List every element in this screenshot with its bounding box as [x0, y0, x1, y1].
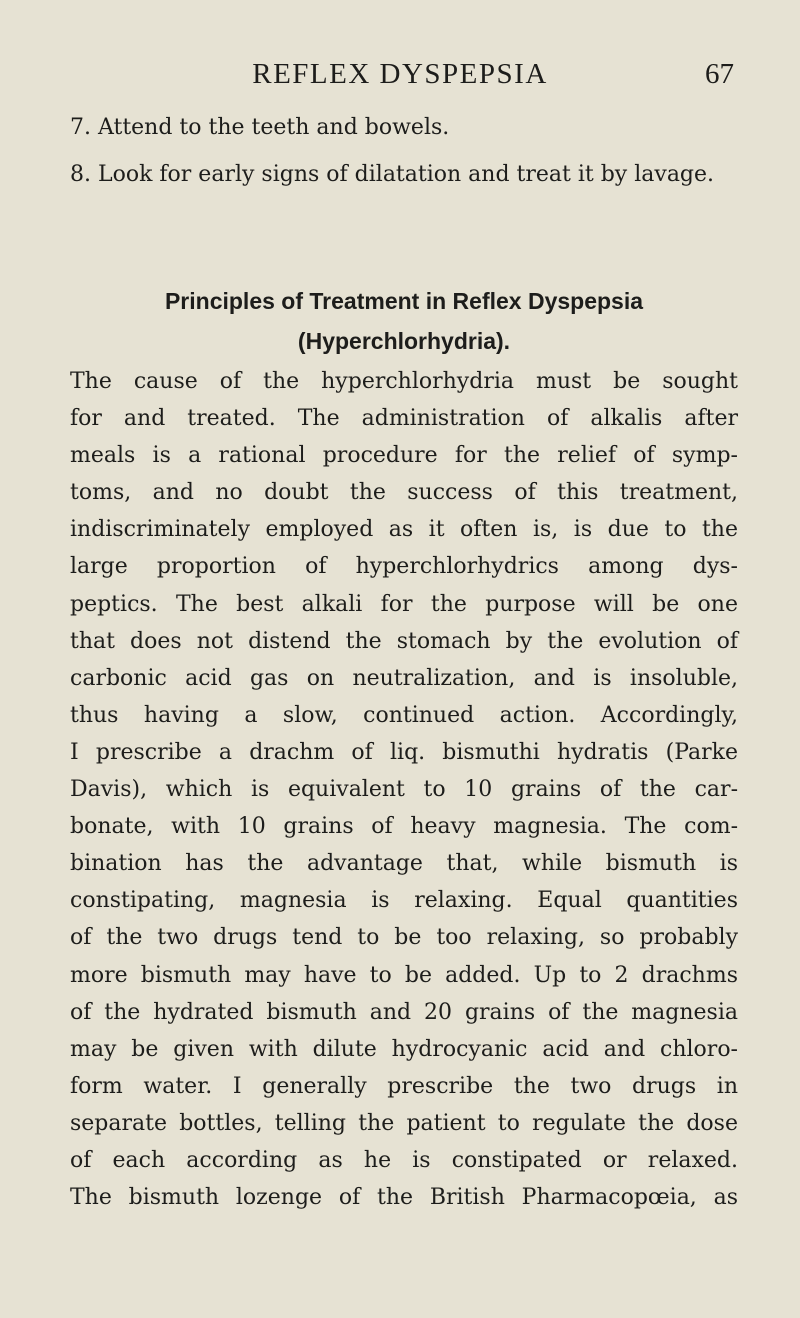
paragraph-line: peptics. The best alkali for the purpose will be one	[70, 591, 738, 617]
paragraph-line: that does not distend the stomach by the evolution of	[70, 628, 738, 654]
paragraph-line: indiscriminately employed as it often is, is due to the	[70, 517, 738, 543]
paragraph-line: for and treated. The administration of alkalis after	[70, 406, 738, 432]
paragraph-line: toms, and no doubt the success of this treatment,	[70, 480, 738, 506]
paragraph-line: bonate, with 10 grains of heavy magnesia. The com-	[70, 814, 738, 840]
paragraph-line: The bismuth lozenge of the British Pharmacopœia, as	[70, 1185, 738, 1211]
page-header	[0, 58, 800, 98]
paragraph-line: large proportion of hyperchlorhydrics among dys-	[70, 554, 738, 580]
paragraph-line: separate bottles, telling the patient to regulate the dose	[70, 1110, 738, 1136]
body-paragraph	[70, 363, 738, 1216]
list-item-7: 7. Attend to the teeth and bowels.	[70, 115, 450, 140]
paragraph-line: The cause of the hyperchlorhydria must be sought	[70, 369, 738, 394]
section-heading-line-2: (Hyperchlorhydria).	[297, 328, 511, 354]
list-item-8: 8. Look for early signs of dilatation and treat it by lavage.	[70, 162, 715, 187]
paragraph-line: thus having a slow, continued action. Accordingly,	[70, 702, 738, 728]
paragraph-line: of each according as he is constipated or relaxed.	[70, 1147, 738, 1173]
paragraph-line: of the two drugs tend to be too relaxing, so probably	[70, 925, 738, 951]
section-heading	[70, 281, 738, 361]
paragraph-line: I prescribe a drachm of liq. bismuthi hydratis (Parke	[70, 739, 738, 765]
paragraph-line: constipating, magnesia is relaxing. Equal quantities	[70, 888, 738, 914]
paragraph-line: more bismuth may have to be added. Up to 2 drachms	[70, 962, 738, 988]
page-number: 67	[705, 58, 734, 90]
paragraph-line: may be given with dilute hydrocyanic acid and chloro-	[70, 1036, 738, 1062]
paragraph-line: of the hydrated bismuth and 20 grains of the magnesia	[70, 999, 738, 1025]
paragraph-line: bination has the advantage that, while bismuth is	[70, 851, 738, 877]
section-heading-line-1: Principles of Treatment in Reflex Dyspepsia	[164, 288, 644, 314]
paragraph-line: form water. I generally prescribe the two drugs in	[70, 1073, 738, 1099]
paragraph-line: carbonic acid gas on neutralization, and is insoluble,	[70, 665, 738, 691]
paragraph-line: meals is a rational procedure for the relief of symp-	[70, 443, 738, 469]
running-title: REFLEX DYSPEPSIA	[252, 58, 548, 90]
paragraph-line: Davis), which is equivalent to 10 grains of the car-	[70, 777, 738, 803]
